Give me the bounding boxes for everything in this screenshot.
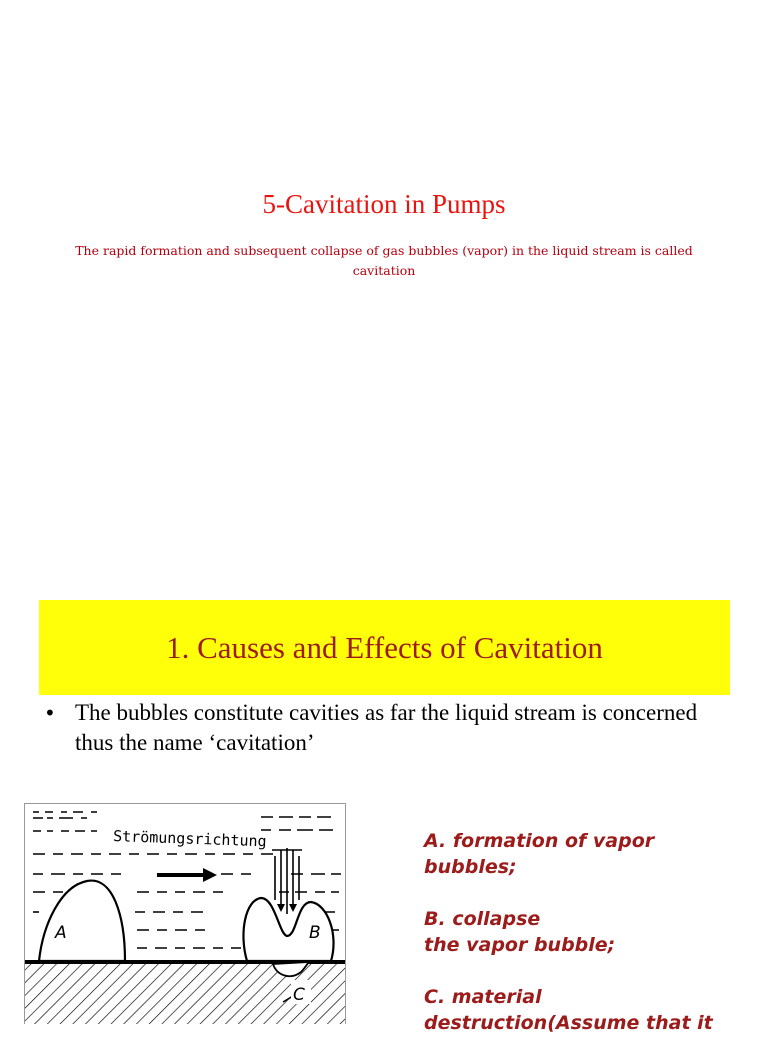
cavitation-definition: The rapid formation and subsequent collapse of gas bubbles (vapor) in the liquid stream is called cavitation <box>75 243 693 278</box>
flow-direction-label: Strömungsrichtung <box>112 827 267 851</box>
bubble-a-shape <box>39 881 125 961</box>
slide-title: 5-Cavitation in Pumps <box>262 189 506 219</box>
section-heading: 1. Causes and Effects of Cavitation <box>166 630 603 665</box>
bullet-text: The bubbles constitute cavities as far the liquid stream is concerned thus the name ‘cavitation’ <box>75 700 698 755</box>
legend-item-formation: A. formation of vapor bubbles; <box>424 830 655 878</box>
material-damage-label: C <box>293 985 305 1005</box>
bullet-item <box>42 698 722 758</box>
legend-item-destruction: C. material destruction(Assume that it <box>424 986 713 1034</box>
bullet-list <box>42 698 722 758</box>
diagram-legend <box>424 828 754 1062</box>
section-banner <box>39 600 730 695</box>
legend-item-collapse: B. collapse the vapor bubble; <box>424 908 616 956</box>
cavitation-diagram <box>24 803 346 1024</box>
impact-arrows <box>272 848 302 914</box>
flow-direction-arrow <box>157 868 217 882</box>
bubble-a-label: A <box>55 923 67 943</box>
bullet-marker: • <box>44 701 56 725</box>
bubble-b-label: B <box>309 923 321 943</box>
